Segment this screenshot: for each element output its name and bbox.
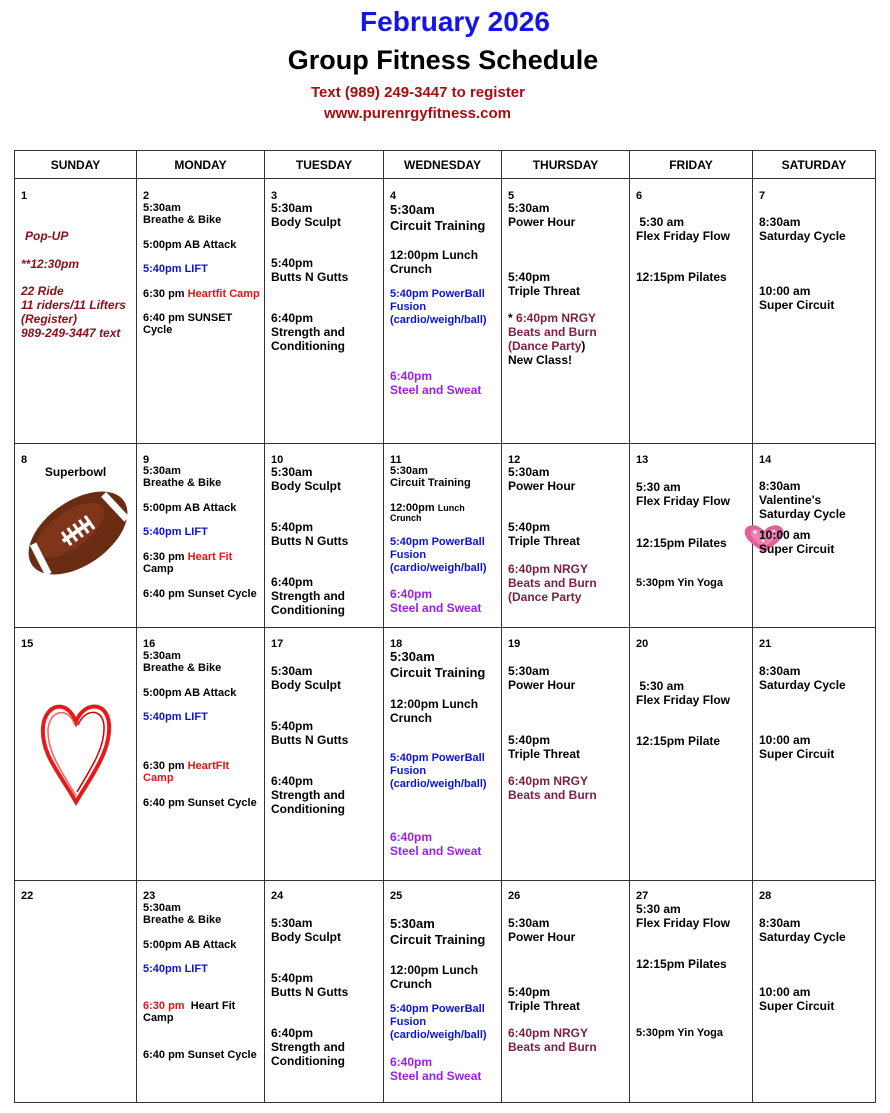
class-name: Heart Fit	[184, 1000, 236, 1012]
class-entry: Cycle	[143, 324, 173, 336]
day-number: 15	[21, 638, 34, 650]
class-name: Crunch	[390, 711, 432, 725]
day-header: WEDNESDAY	[384, 151, 502, 179]
week-row	[15, 444, 876, 628]
day-number: 24	[271, 890, 284, 902]
class-name: (cardio/weigh/ball)	[390, 562, 487, 574]
class-name: Steel and Sweat	[390, 1069, 482, 1083]
class-name: Strength and	[271, 589, 345, 603]
class-time: 5:40pm	[271, 520, 314, 534]
class-name: Power Hour	[508, 479, 576, 493]
event-text: 22 Ride	[21, 284, 64, 298]
class-name: Butts N Gutts	[271, 733, 349, 747]
week-row	[15, 881, 876, 1103]
class-entry: 5:00pm AB Attack	[143, 502, 237, 514]
class-time: 6:40pm	[271, 774, 314, 788]
day-cell	[137, 179, 265, 444]
day-header-row	[15, 151, 876, 179]
event-text: Pop-UP	[25, 229, 69, 243]
class-name: Fusion	[390, 549, 427, 561]
class-entry: 12:15pm Pilates	[636, 270, 727, 284]
class-time: 5:30am	[390, 916, 435, 931]
class-name: (cardio/weigh/ball)	[390, 314, 487, 326]
class-time: 5:30am	[390, 202, 435, 217]
class-note	[508, 339, 585, 353]
class-name: Triple Threat	[508, 747, 581, 761]
class-name: Camp	[143, 1012, 174, 1024]
class-name: Strength and	[271, 788, 345, 802]
class-time: 12:00pm Lunch	[390, 963, 479, 977]
asterisk: *	[508, 311, 517, 325]
day-number: 18	[390, 638, 403, 650]
class-entry: 5:40pm LIFT	[143, 526, 208, 538]
class-name: Flex Friday Flow	[636, 916, 731, 930]
class-name: Camp	[143, 772, 174, 784]
event-label: Superbowl	[44, 465, 107, 479]
class-name: Triple Threat	[508, 284, 581, 298]
class-name: Steel and Sweat	[390, 601, 482, 615]
class-time: 6:40pm	[390, 1055, 433, 1069]
day-cell	[15, 179, 137, 444]
day-cell	[502, 444, 630, 628]
class-time: 10:00 am	[759, 985, 811, 999]
class-entry	[143, 287, 260, 301]
class-name: Super Circuit	[759, 999, 835, 1013]
day-number: 21	[759, 638, 772, 650]
day-number: 11	[390, 454, 402, 466]
class-entry: 5:40pm LIFT	[143, 711, 208, 723]
class-name: Butts N Gutts	[271, 270, 349, 284]
week-row	[15, 628, 876, 881]
calendar-table	[14, 150, 876, 1103]
day-number: 4	[390, 190, 397, 202]
day-cell	[753, 444, 876, 628]
day-number: 2	[143, 190, 150, 202]
class-time: 6:40pm NRGY	[508, 774, 589, 788]
day-number: 12	[508, 454, 521, 466]
class-entry: 12:15pm Pilate	[636, 734, 721, 748]
day-header: FRIDAY	[630, 151, 753, 179]
class-time: 5:40pm	[508, 270, 551, 284]
day-cell	[384, 628, 502, 881]
class-name: Butts N Gutts	[271, 985, 349, 999]
class-time: 5:30am	[143, 202, 181, 214]
class-name: Fusion	[390, 1016, 427, 1028]
class-name: Flex Friday Flow	[636, 693, 731, 707]
class-time: 6:30 pm	[143, 1000, 185, 1012]
class-name: Camp	[143, 563, 174, 575]
class-time: 6:40pm NRGY	[508, 1026, 589, 1040]
class-name: Super Circuit	[759, 747, 835, 761]
class-name: (cardio/weigh/ball)	[390, 778, 487, 790]
class-time: 5:40pm PowerBall	[390, 752, 485, 764]
class-name: Body Sculpt	[271, 479, 342, 493]
class-name: Circuit Training	[390, 932, 486, 947]
class-time: 5:30am	[508, 916, 550, 930]
day-cell	[502, 628, 630, 881]
class-time: 6:30 pm	[143, 288, 188, 300]
class-name: Fusion	[390, 765, 427, 777]
class-name: HeartFIt	[187, 760, 230, 772]
class-name: Crunch	[390, 977, 432, 991]
class-name: Body Sculpt	[271, 215, 342, 229]
class-time: 5:40pm	[271, 719, 314, 733]
heart-icon	[37, 692, 115, 808]
day-number: 9	[143, 454, 150, 466]
class-time: 6:40pm	[271, 575, 314, 589]
class-name: Heartfit Camp	[187, 288, 260, 300]
day-cell	[265, 881, 384, 1103]
day-cell	[137, 881, 265, 1103]
day-number: 22	[21, 890, 34, 902]
class-time: 5:30 am	[636, 215, 685, 229]
class-time: 5:30am	[390, 465, 428, 477]
day-number: 25	[390, 890, 403, 902]
register-text: Text (989) 249-3447 to register	[311, 84, 525, 101]
day-number: 27	[636, 890, 649, 902]
week-row	[15, 179, 876, 444]
class-time: 8:30am	[759, 479, 801, 493]
class-time: 5:30am	[508, 664, 550, 678]
day-number: 7	[759, 190, 766, 202]
class-time: 8:30am	[759, 664, 801, 678]
class-time: 5:30am	[143, 465, 181, 477]
class-time: 5:40pm	[508, 520, 551, 534]
class-note: (Dance Party	[508, 590, 582, 604]
class-entry: 5:00pm AB Attack	[143, 687, 237, 699]
class-name: Beats and Burn	[508, 1040, 597, 1054]
class-name: Lunch	[437, 503, 465, 513]
class-time: 5:40pm	[271, 971, 314, 985]
class-time: 5:40pm PowerBall	[390, 1003, 485, 1015]
class-name: (cardio/weigh/ball)	[390, 1029, 487, 1041]
class-time: 5:40pm PowerBall	[390, 288, 485, 300]
class-name: Body Sculpt	[271, 930, 342, 944]
class-name: Heart Fit	[187, 551, 233, 563]
class-entry: 12:15pm Pilates	[636, 957, 727, 971]
class-name: Beats and Burn	[508, 788, 597, 802]
class-entry: 6:40 pm Sunset Cycle	[143, 797, 257, 809]
class-name: Breathe & Bike	[143, 662, 222, 674]
class-time: 5:40pm	[271, 256, 314, 270]
class-time: 5:30am	[390, 649, 435, 664]
class-name: Steel and Sweat	[390, 383, 482, 397]
class-entry: 5:40pm LIFT	[143, 963, 208, 975]
day-header: SATURDAY	[753, 151, 876, 179]
class-name: Circuit Training	[390, 218, 486, 233]
class-time: 5:30am	[271, 664, 313, 678]
day-cell	[15, 881, 137, 1103]
day-number: 6	[636, 190, 643, 202]
class-time: 6:40pm	[390, 369, 433, 383]
day-number: 19	[508, 638, 521, 650]
class-name: Crunch	[390, 513, 422, 523]
event-text: (Register)	[21, 312, 78, 326]
class-time: 12:00pm Lunch	[390, 248, 479, 262]
class-name: Breathe & Bike	[143, 914, 222, 926]
class-name: Strength and	[271, 325, 345, 339]
day-number: 5	[508, 190, 515, 202]
class-entry: 5:30pm Yin Yoga	[636, 577, 724, 589]
class-name: Saturday Cycle	[759, 229, 846, 243]
class-time: 6:40pm	[390, 587, 433, 601]
class-name: Valentine's	[759, 493, 822, 507]
day-header: THURSDAY	[502, 151, 630, 179]
day-cell	[630, 444, 753, 628]
day-number: 8	[21, 454, 28, 466]
football-icon	[23, 482, 133, 584]
class-time: 5:30am	[508, 201, 550, 215]
class-time: 5:40pm PowerBall	[390, 536, 485, 548]
class-time: 5:30am	[271, 916, 313, 930]
class-name: Triple Threat	[508, 534, 581, 548]
class-entry	[508, 311, 596, 325]
class-name: Flex Friday Flow	[636, 229, 731, 243]
schedule-title: Group Fitness Schedule	[287, 45, 599, 75]
class-name: Circuit Training	[390, 477, 471, 489]
class-time: 12:00pm	[390, 502, 438, 514]
day-cell	[15, 444, 137, 628]
class-entry: 5:40pm LIFT	[143, 263, 208, 275]
class-name: Power Hour	[508, 215, 576, 229]
class-time: 6:40pm NRGY	[508, 562, 589, 576]
day-number: 3	[271, 190, 278, 202]
class-time: 6:40pm NRGY	[516, 311, 597, 325]
class-name: Conditioning	[271, 802, 345, 816]
class-time: 10:00 am	[759, 284, 811, 298]
class-entry: 12:15pm Pilates	[636, 536, 727, 550]
class-time: 10:00 am	[759, 733, 811, 747]
day-cell	[384, 179, 502, 444]
day-number: 28	[759, 890, 772, 902]
day-cell	[265, 628, 384, 881]
month-title: February 2026	[360, 6, 550, 37]
class-time: 5:30am	[271, 201, 313, 215]
day-cell	[630, 179, 753, 444]
class-name: Conditioning	[271, 339, 345, 353]
class-time: 6:40pm	[390, 830, 433, 844]
day-cell	[753, 628, 876, 881]
day-header: SUNDAY	[15, 151, 137, 179]
day-cell	[384, 444, 502, 628]
class-time: 6:40pm	[271, 311, 314, 325]
class-entry: 6:40 pm Sunset Cycle	[143, 1049, 257, 1061]
class-note-paren: )	[581, 339, 586, 353]
event-text: 11 riders/11 Lifters	[21, 298, 126, 312]
class-name: Beats and Burn	[508, 325, 597, 339]
class-name: Super Circuit	[759, 298, 835, 312]
event-text: **12:30pm	[21, 257, 80, 271]
day-number: 17	[271, 638, 284, 650]
class-name: Saturday Cycle	[759, 678, 846, 692]
new-class-note: New Class!	[508, 353, 573, 367]
class-name: Conditioning	[271, 603, 345, 617]
class-entry: 6:40 pm SUNSET	[143, 312, 233, 324]
class-time: 5:30am	[271, 465, 313, 479]
class-time: 6:40pm	[271, 1026, 314, 1040]
class-time: 5:30 am	[636, 679, 685, 693]
class-name: Steel and Sweat	[390, 844, 482, 858]
class-name: Conditioning	[271, 1054, 345, 1068]
class-time: 10:00 am	[759, 528, 811, 542]
class-entry: 5:00pm AB Attack	[143, 239, 237, 251]
day-cell	[753, 881, 876, 1103]
class-time: 5:30am	[143, 902, 181, 914]
day-number: 23	[143, 890, 156, 902]
class-time: 8:30am	[759, 215, 801, 229]
day-number: 10	[271, 454, 284, 466]
class-name: Flex Friday Flow	[636, 494, 731, 508]
class-name: Circuit Training	[390, 665, 486, 680]
event-text: 989-249-3447 text	[21, 326, 121, 340]
class-name: Super Circuit	[759, 542, 835, 556]
class-time: 12:00pm Lunch	[390, 697, 479, 711]
class-name: Power Hour	[508, 930, 576, 944]
class-name: Crunch	[390, 262, 432, 276]
class-name: Strength and	[271, 1040, 345, 1054]
day-number: 20	[636, 638, 649, 650]
day-cell	[502, 179, 630, 444]
class-time: 5:30 am	[636, 480, 681, 494]
day-number: 26	[508, 890, 521, 902]
class-name: Triple Threat	[508, 999, 581, 1013]
class-entry: 6:40 pm Sunset Cycle	[143, 588, 257, 600]
class-time: 5:40pm	[508, 985, 551, 999]
day-cell	[502, 881, 630, 1103]
class-note-text: (Dance Party	[508, 339, 582, 353]
class-name: Power Hour	[508, 678, 576, 692]
day-number: 1	[21, 190, 28, 202]
day-cell	[15, 628, 137, 881]
day-cell	[753, 179, 876, 444]
class-name: Beats and Burn	[508, 576, 597, 590]
class-time: 5:30am	[508, 465, 550, 479]
website-link[interactable]: www.purenrgyfitness.com	[324, 105, 511, 122]
class-time: 6:30 pm	[143, 551, 188, 563]
class-time: 5:40pm	[508, 733, 551, 747]
day-cell	[265, 179, 384, 444]
day-cell	[630, 881, 753, 1103]
class-time: 6:30 pm	[143, 760, 188, 772]
class-time: 5:30am	[143, 650, 181, 662]
class-name: Breathe & Bike	[143, 214, 222, 226]
day-number: 14	[759, 454, 772, 466]
class-entry: 5:30pm Yin Yoga	[636, 1027, 724, 1039]
class-name: Saturday Cycle	[759, 930, 846, 944]
day-cell	[137, 628, 265, 881]
class-time: 5:30 am	[636, 902, 681, 916]
class-name: Fusion	[390, 301, 427, 313]
class-entry: 5:00pm AB Attack	[143, 939, 237, 951]
class-name: Saturday Cycle	[759, 507, 846, 521]
class-name: Breathe & Bike	[143, 477, 222, 489]
day-number: 13	[636, 454, 649, 466]
day-cell	[137, 444, 265, 628]
day-number: 16	[143, 638, 156, 650]
class-name: Butts N Gutts	[271, 534, 349, 548]
class-name: Body Sculpt	[271, 678, 342, 692]
day-cell	[384, 881, 502, 1103]
day-header: TUESDAY	[265, 151, 384, 179]
day-cell	[630, 628, 753, 881]
day-cell	[265, 444, 384, 628]
day-header: MONDAY	[137, 151, 265, 179]
class-time: 8:30am	[759, 916, 801, 930]
